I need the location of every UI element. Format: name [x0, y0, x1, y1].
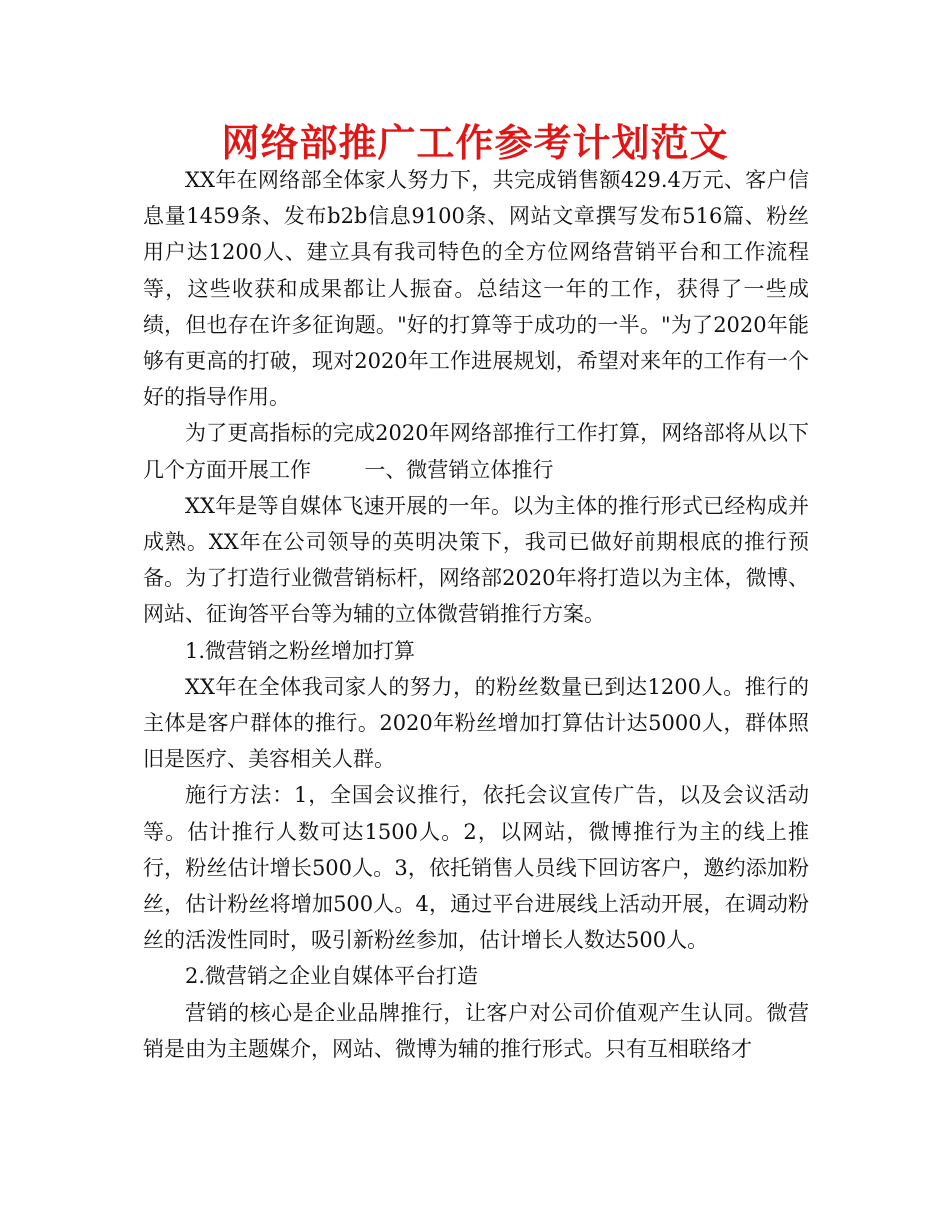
paragraph-plan-overview-text: 为了更高指标的完成2020年网络部推行工作打算，网络部将从以下几个方面开展工作	[143, 421, 809, 482]
paragraph-methods: 施行方法：1，全国会议推行，依托会议宣传广告，以及会议活动等。估计推行人数可达1500人。2，以网站，微博推行为主的线上推行，粉丝估计增长500人。3，依托销售人员线下回访客户，邀约添加粉丝，估计粉丝将增加500人。4，通过平台进展线上活动开展，在调动粉丝的活泼性同时，吸引新粉丝参加，估计增长人数达500人。	[143, 783, 809, 953]
document-title: 网络部推广工作参考计划范文	[221, 121, 729, 165]
subheading-fan-growth: 1.微营销之粉丝增加打算	[185, 638, 416, 663]
section-heading-1: 一、微营销立体推行	[364, 457, 554, 482]
paragraph-intro: XX年在网络部全体家人努力下，共完成销售额429.4万元、客户信息量1459条、发布b2b信息9100条、网站文章撰写发布516篇、粉丝用户达1200人、建立具有我司特色的全方位网络营销平台和工作流程等，这些收获和成果都让人振奋。总结这一年的工作，获得了一些成绩，但也存在许多征询题。"好的打算等于成功的一半。"为了2020年能够有更高的打破，现对2020年工作进展规划，希望对来年的工作有一个好的指导作用。	[143, 168, 809, 410]
document-body	[143, 162, 809, 1067]
paragraph-fan-growth: XX年在全体我司家人的努力，的粉丝数量已到达1200人。推行的主体是客户群体的推行。2020年粉丝增加打算估计达5000人，群体照旧是医疗、美容相关人群。	[143, 674, 809, 772]
paragraph-media-context: XX年是等自媒体飞速开展的一年。以为主体的推行形式已经构成并成熟。XX年在公司领导的英明决策下，我司已做好前期根底的推行预备。为了打造行业微营销标杆，网络部2020年将打造以为主体，微博、网站、征询答平台等为辅的立体微营销推行方案。	[143, 493, 809, 627]
paragraph-plan-overview	[143, 415, 809, 487]
paragraph-self-media: 营销的核心是企业品牌推行，让客户对公司价值观产生认同。微营销是由为主题媒介，网站、微博为辅的推行形式。只有互相联络才	[143, 1000, 809, 1061]
subheading-self-media: 2.微营销之企业自媒体平台打造	[185, 964, 479, 989]
